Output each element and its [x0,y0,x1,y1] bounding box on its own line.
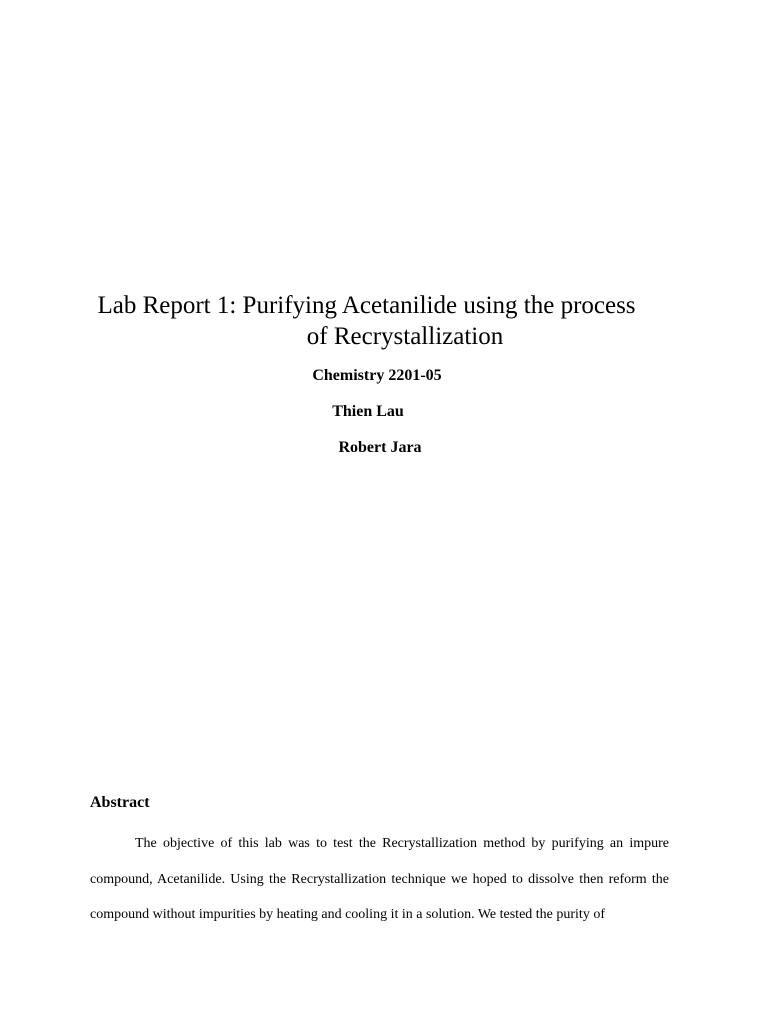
abstract-paragraph: The objective of this lab was to test the Recrystallization method by purifying an impure compound, Acetanilide. Using the Recrystallization technique we hoped to dissolve then reform the compound without impurities by heating and cooling it in a solution. We tested the purity of [90,836,669,922]
abstract-heading: Abstract [90,794,150,811]
report-title [60,290,735,352]
report-title-line-2: of Recrystallization [306,323,504,350]
report-title-line-1: Lab Report 1: Purifying Acetanilide using the process [97,292,636,319]
author-name: Thien Lau [332,403,404,420]
author-name: Robert Jara [338,439,422,456]
course-number: Chemistry 2201-05 [312,367,442,384]
